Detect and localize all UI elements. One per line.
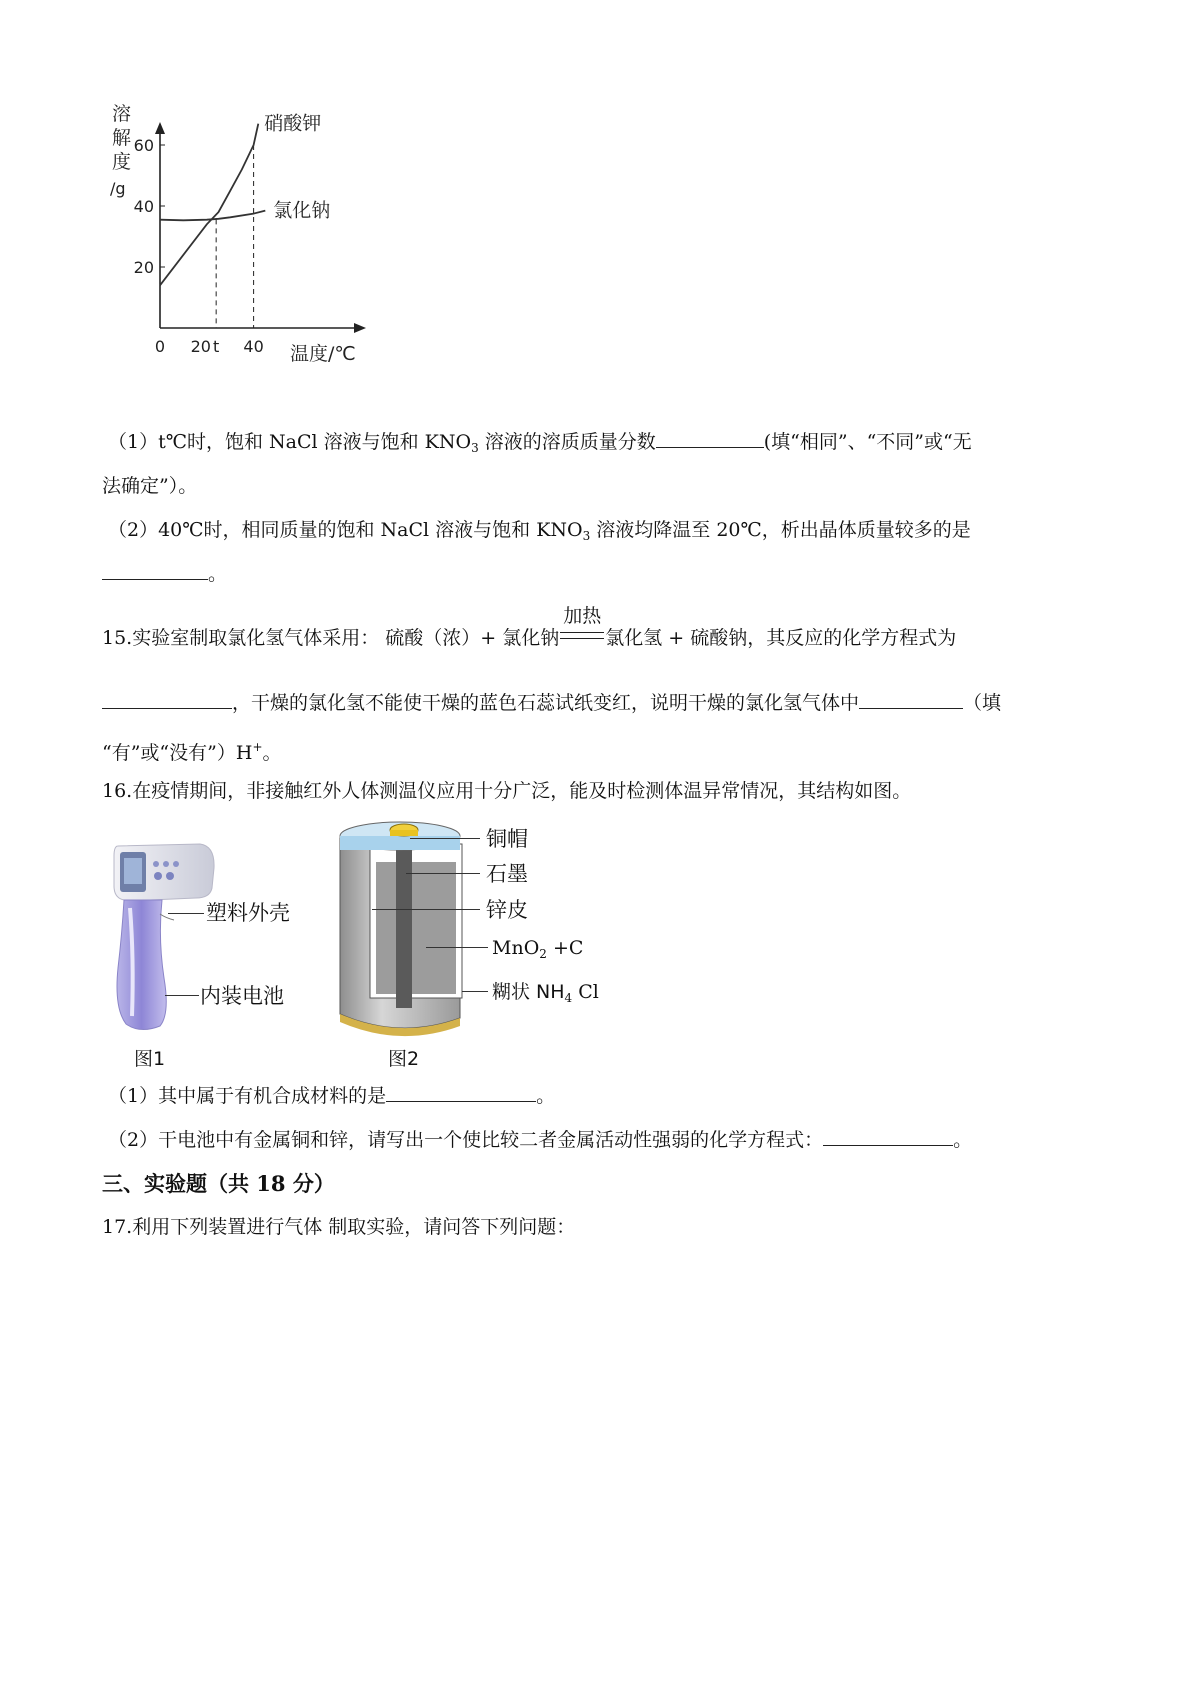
fig2-label-nh4cl: [492, 979, 599, 1011]
q14-p2-end: 。: [208, 563, 228, 585]
q16-part2: [108, 1127, 972, 1153]
q16-p2-end: 。: [953, 1129, 973, 1151]
q15-line1: [102, 605, 957, 651]
x-tick-label: t: [213, 337, 220, 356]
mno2-tail: +C: [546, 937, 584, 959]
y-axis-label-char: 度: [112, 151, 132, 173]
q15-sup: +: [252, 740, 263, 754]
q14-part2: [108, 517, 971, 549]
q14-answer-blank-1[interactable]: [656, 429, 764, 448]
series-line-kno3: [160, 124, 258, 286]
mno2-text: MnO: [492, 937, 540, 959]
x-axis-arrow: [354, 323, 366, 333]
q15-end: （填: [963, 692, 1002, 714]
y-axis-label-char: 溶: [112, 103, 132, 125]
q14-p1-sub: 3: [471, 441, 479, 455]
q15-mid: ，干燥的氯化氢不能使干燥的蓝色石蕊试纸变红，说明干燥的氯化氢气体中: [232, 692, 860, 714]
q15-answer-blank-1[interactable]: [102, 690, 232, 709]
y-tick-label: 20: [133, 258, 154, 277]
nh4cl-sub: 4: [564, 991, 573, 1005]
series-line-nacl: [160, 211, 265, 221]
series-label: 硝酸钾: [264, 112, 322, 135]
q15-line2: [102, 690, 1001, 716]
fig2-label-graphite: 石墨: [486, 862, 528, 886]
series-label: 氯化钠: [273, 199, 331, 222]
fig2-label-mno2: [492, 935, 583, 967]
q14-p2-prefix: （2）40℃时，相同质量的饱和 NaCl 溶液与饱和 KNO: [108, 519, 583, 541]
fig1-line-shell: [168, 913, 204, 914]
fig1-line-battery: [165, 995, 199, 996]
solubility-chart: [100, 100, 420, 400]
q14-part2-line2: [102, 561, 227, 587]
q15-condition-arrow: [559, 605, 605, 651]
fig1-label-shell: 塑料外壳: [206, 901, 290, 925]
graphite-rod: [396, 844, 412, 1008]
q14-p1-mid: 溶液的溶质质量分数: [478, 431, 656, 453]
fig2-label-zinc: 锌皮: [486, 898, 528, 922]
y-axis-label-unit: /g: [110, 179, 126, 198]
q16-stem: 16.在疫情期间，非接触红外人体测温仪应用十分广泛，能及时检测体温异常情况，其结构如图。: [102, 780, 912, 802]
fig2-label-cap: 铜帽: [486, 827, 528, 851]
q15-condition: 加热: [563, 605, 602, 627]
q14-part1-line2: 法确定”）。: [102, 475, 198, 497]
q16-p2-prefix: （2）干电池中有金属铜和锌，请写出一个使比较二者金属活动性强弱的化学方程式：: [108, 1129, 824, 1151]
q15-suffix: 氯化氢 + 硫酸钠，其反应的化学方程式为: [605, 627, 957, 649]
y-axis-label-char: 解: [112, 127, 132, 149]
fig2-line-mno2: [426, 947, 488, 948]
q17-stem: 17.利用下列装置进行气体 制取实验，请问答下列问题：: [102, 1216, 576, 1238]
q14-p2-sub: 3: [582, 529, 591, 543]
q14-p2-suffix: 溶液均降温至 20℃，析出晶体质量较多的是: [590, 519, 971, 541]
q15-prefix: 15.实验室制取氯化氢气体采用： 硫酸（浓）+ 氯化钠: [102, 627, 560, 649]
q14-part1: [108, 429, 972, 461]
y-tick-label: 60: [133, 136, 154, 155]
mno2-sub: 2: [539, 947, 547, 961]
fig2-line-graphite: [406, 873, 480, 874]
q16-answer-blank-1[interactable]: [386, 1083, 536, 1102]
q14-answer-blank-2[interactable]: [102, 561, 208, 580]
equals-sign: [560, 632, 604, 639]
x-tick-label: 0: [154, 337, 166, 356]
fig2-line-zinc: [372, 909, 480, 910]
q15-line3-prefix: “有”或“没有”）H: [102, 742, 253, 764]
q14-p1-suffix: (填“相同”、“不同”或“无: [763, 431, 972, 453]
x-axis-label: 温度/℃: [290, 343, 356, 365]
section3-heading: 三、实验题（共 18 分）: [102, 1171, 335, 1196]
y-tick-label: 40: [133, 197, 154, 216]
fig2-line-cap: [410, 838, 480, 839]
gun-handle: [117, 900, 166, 1030]
nh4cl-text: 糊状 NH: [492, 981, 565, 1003]
q15-line3-end: 。: [262, 742, 282, 764]
x-tick-label: 20: [190, 337, 211, 356]
fig1-caption: 图1: [134, 1048, 166, 1070]
fig2-line-nh4cl: [462, 991, 488, 992]
q16-answer-blank-2[interactable]: [823, 1127, 953, 1146]
y-axis-arrow: [155, 122, 165, 134]
q16-p1-prefix: （1）其中属于有机合成材料的是: [108, 1085, 387, 1107]
q16-p1-end: 。: [536, 1085, 556, 1107]
fig1-label-battery: 内装电池: [200, 984, 284, 1008]
q15-answer-blank-2[interactable]: [859, 690, 963, 709]
nh4cl-tail: Cl: [572, 981, 599, 1003]
q16-part1: [108, 1083, 555, 1109]
fig2-caption: 图2: [388, 1048, 420, 1070]
q15-line3: [102, 734, 282, 766]
q14-p1-prefix: （1）t℃时，饱和 NaCl 溶液与饱和 KNO: [108, 431, 472, 453]
x-tick-label: 40: [243, 337, 264, 356]
fig2-dry-cell: [330, 818, 490, 1040]
